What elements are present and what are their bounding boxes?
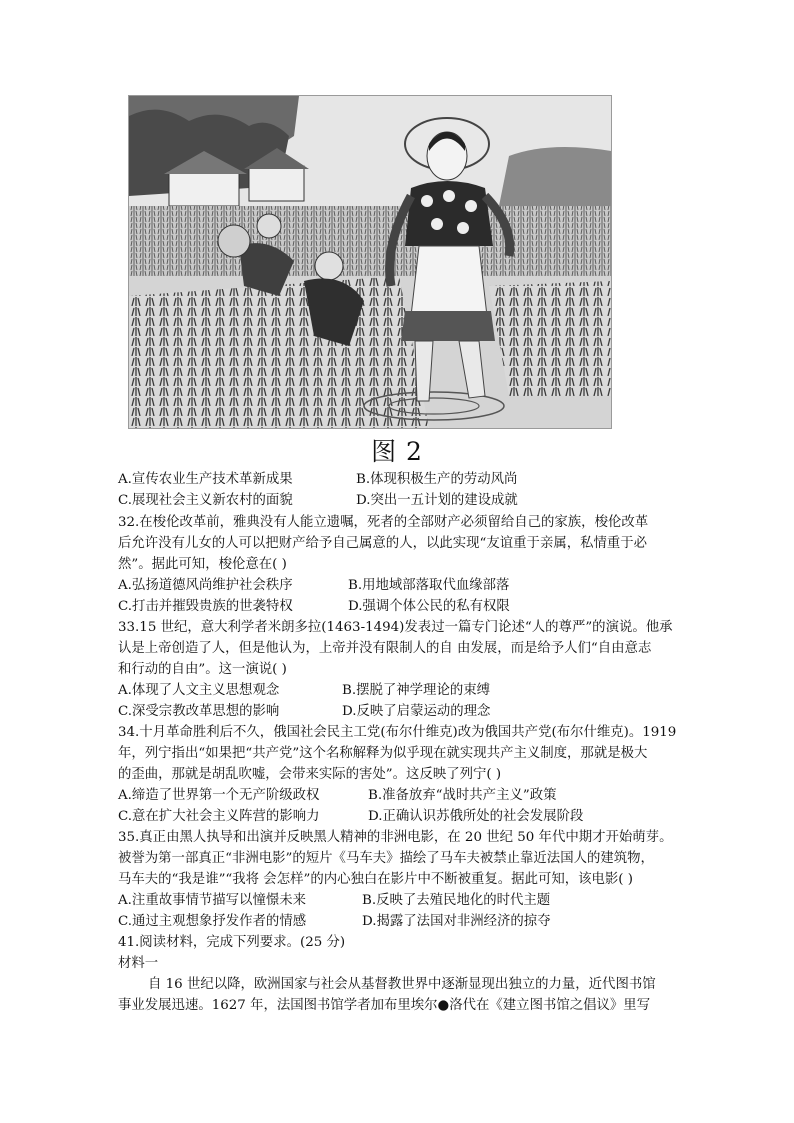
material-one-paragraph-line-2: 事业发展迅速。1627 年，法国图书馆学者加布里埃尔●洛代在《建立图书馆之倡议》里写 (118, 998, 651, 1013)
q34-stem-line-3: 的歪曲，那就是胡乱吹嘘，会带来实际的害处”。这反映了列宁( ) (118, 767, 502, 782)
q31-option-a[interactable]: A.宣传农业生产技术革新成果 (118, 472, 293, 487)
q34-stem-line-2: 年，列宁指出“如果把“共产党”这个名称解释为似乎现在就实现共产主义制度，那就是极大 (118, 746, 648, 761)
q35-option-d[interactable]: D.揭露了法国对非洲经济的掠夺 (362, 914, 551, 929)
q31-option-d[interactable]: D.突出一五计划的建设成就 (356, 493, 518, 508)
poster-illustration (128, 95, 612, 429)
q35-option-c[interactable]: C.通过主观想象抒发作者的情感 (118, 914, 307, 929)
q32-option-c[interactable]: C.打击并摧毁贵族的世袭特权 (118, 599, 293, 614)
poster-image (129, 96, 611, 428)
q34-option-d[interactable]: D.正确认识苏俄所处的社会发展阶段 (368, 809, 584, 824)
q33-stem-line-3: 和行动的自由”。这一演说( ) (118, 662, 287, 677)
q33-option-d[interactable]: D.反映了启蒙运动的理念 (342, 704, 491, 719)
q33-stem-line-1: 33.15 世纪，意大利学者米朗多拉(1463-1494)发表过一篇专门论述“人的尊严”的演说。他承 (118, 620, 673, 635)
q35-stem-line-3: 马车夫的“我是谁”“我将 会怎样”的内心独白在影片中不断被重复。据此可知，该电影( ) (118, 872, 634, 887)
q32-stem-line-1: 32.在梭伦改革前，雅典没有人能立遗嘱，死者的全部财产必须留给自己的家族，梭伦改革 (118, 515, 649, 530)
material-one-paragraph-line-1: 自 16 世纪以降，欧洲国家与社会从基督教世界中逐渐显现出独立的力量，近代图书馆 (148, 977, 656, 992)
material-one-label: 材料一 (118, 956, 159, 971)
q32-stem-line-3: 然”。据此可知，梭伦意在( ) (118, 557, 287, 572)
q33-stem-line-2: 认是上帝创造了人，但是他认为，上帝并没有限制人的自 由发展，而是给予人们“自由意志 (118, 641, 652, 656)
q34-stem-line-1: 34.十月革命胜利后不久，俄国社会民主工党(布尔什维克)改为俄国共产党(布尔什维克)。1919 (118, 725, 677, 740)
q31-option-b[interactable]: B.体现积极生产的劳动风尚 (356, 472, 518, 487)
q35-option-a[interactable]: A.注重故事情节描写以憧憬未来 (118, 893, 307, 908)
q31-option-c[interactable]: C.展现社会主义新农村的面貌 (118, 493, 293, 508)
q32-option-d[interactable]: D.强调个体公民的私有权限 (348, 599, 510, 614)
q32-option-a[interactable]: A.弘扬道德风尚维护社会秩序 (118, 578, 293, 593)
q35-stem-line-1: 35.真正由黑人执导和出演并反映黑人精神的非洲电影，在 20 世纪 50 年代中期才开始萌芽。 (118, 830, 673, 845)
q33-option-b[interactable]: B.摆脱了神学理论的束缚 (342, 683, 491, 698)
figure-caption: 图 2 (371, 437, 423, 466)
q34-option-a[interactable]: A.缔造了世界第一个无产阶级政权 (118, 788, 320, 803)
q41-title: 41.阅读材料，完成下列要求。(25 分) (118, 935, 346, 950)
q33-option-a[interactable]: A.体现了人文主义思想观念 (118, 683, 280, 698)
q35-option-b[interactable]: B.反映了去殖民地化的时代主题 (362, 893, 551, 908)
q34-option-c[interactable]: C.意在扩大社会主义阵营的影响力 (118, 809, 320, 824)
q33-option-c[interactable]: C.深受宗教改革思想的影响 (118, 704, 280, 719)
q34-option-b[interactable]: B.准备放弃“战时共产主义”政策 (368, 788, 557, 803)
q32-option-b[interactable]: B.用地域部落取代血缘部落 (348, 578, 510, 593)
q35-stem-line-2: 被誉为第一部真正“非洲电影”的短片《马车夫》描绘了马车夫被禁止靠近法国人的建筑物， (118, 851, 654, 866)
q32-stem-line-2: 后允许没有儿女的人可以把财产给予自己属意的人，以此实现“友谊重于亲属，私情重于必 (118, 536, 648, 551)
